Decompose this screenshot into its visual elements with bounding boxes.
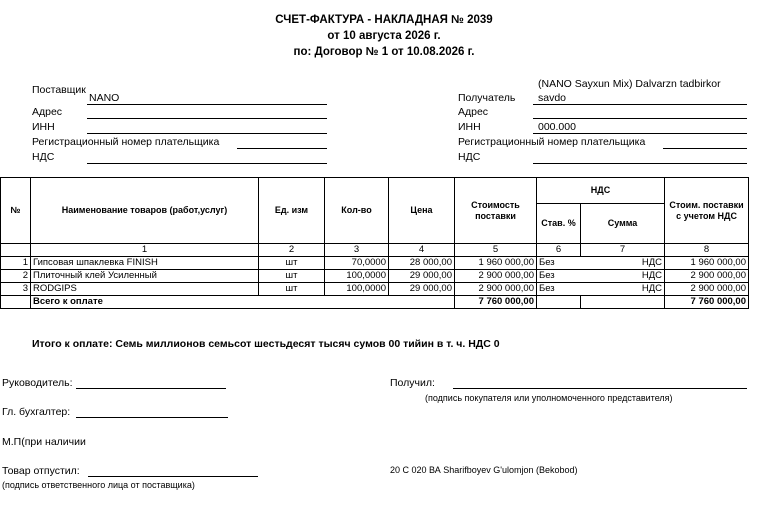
recipient-inn-line xyxy=(533,133,747,134)
col-number: 4 xyxy=(389,244,455,257)
header-nds: НДС xyxy=(537,178,665,204)
header-qty: Кол-во xyxy=(325,178,389,244)
total-empty-cell xyxy=(581,296,665,309)
driver-info: 20 С 020 ВА Sharifboyev G'ulomjon (Bekobod) xyxy=(390,465,578,475)
recipient-label: Получатель xyxy=(458,92,516,104)
recipient-inn-label: ИНН xyxy=(458,121,481,133)
accountant-label: Гл. бухгалтер: xyxy=(2,406,71,418)
col-number xyxy=(1,244,31,257)
row-price: 29 000,00 xyxy=(389,270,455,283)
accountant-signature-line xyxy=(76,417,228,418)
header-cost-with-nds: Стоим. поставки с учетом НДС xyxy=(665,178,749,244)
row-unit: шт xyxy=(259,270,325,283)
row-name: Гипсовая шпаклевка FINISH xyxy=(31,257,259,270)
recipient-inn-value: 000.000 xyxy=(538,121,576,133)
total-row xyxy=(1,296,749,309)
row-total: 2 900 000,00 xyxy=(665,270,749,283)
released-signature-line xyxy=(88,476,258,477)
table-row xyxy=(1,283,749,296)
row-cost: 2 900 000,00 xyxy=(455,270,537,283)
table-row xyxy=(1,257,749,270)
row-total: 1 960 000,00 xyxy=(665,257,749,270)
total-with-nds: 7 760 000,00 xyxy=(665,296,749,309)
received-label: Получил: xyxy=(390,377,435,389)
header-name: Наименование товаров (работ,услуг) xyxy=(31,178,259,244)
received-signature-line xyxy=(453,388,747,389)
total-cost: 7 760 000,00 xyxy=(455,296,537,309)
header-nds-rate: Став. % xyxy=(537,204,581,244)
header-nds-sum: Сумма xyxy=(581,204,665,244)
supplier-inn-line xyxy=(87,133,327,134)
header-cost: Стоимость поставки xyxy=(455,178,537,244)
stamp-label: М.П(при наличии xyxy=(2,436,86,448)
total-empty-cell xyxy=(1,296,31,309)
col-number: 6 xyxy=(537,244,581,257)
total-empty-cell xyxy=(537,296,581,309)
invoice-title: СЧЕТ-ФАКТУРА - НАКЛАДНАЯ № 2039 xyxy=(275,14,493,26)
recipient-nds-label: НДС xyxy=(458,151,481,163)
recipient-reg-label: Регистрационный номер плательщика xyxy=(458,136,646,148)
recipient-value-line1: (NANO Sayxun Mix) Dalvarzn tadbirkor xyxy=(538,78,721,90)
recipient-line xyxy=(533,104,747,105)
supplier-label: Поставщик xyxy=(32,84,86,96)
supplier-value: NANO xyxy=(89,92,120,104)
row-price: 28 000,00 xyxy=(389,257,455,270)
col-number: 5 xyxy=(455,244,537,257)
row-qty: 70,0000 xyxy=(325,257,389,270)
recipient-nds-line xyxy=(533,163,747,164)
recipient-value-line2: savdo xyxy=(538,92,567,104)
supplier-reg-label: Регистрационный номер плательщика xyxy=(32,136,220,148)
summary-text: Итого к оплате: Семь миллионов семьсот шестьдесят тысяч сумов 00 тийин в т. ч. НДС 0 xyxy=(32,338,500,350)
row-nds-sum: НДС xyxy=(581,257,665,270)
row-unit: шт xyxy=(259,257,325,270)
invoice-table xyxy=(0,177,749,309)
supplier-line xyxy=(87,104,327,105)
supplier-address-label: Адрес xyxy=(32,106,63,118)
col-number: 3 xyxy=(325,244,389,257)
director-signature-line xyxy=(76,388,226,389)
row-no: 3 xyxy=(1,283,31,296)
col-number: 8 xyxy=(665,244,749,257)
row-cost: 1 960 000,00 xyxy=(455,257,537,270)
director-label: Руководитель: xyxy=(2,377,73,389)
header-price: Цена xyxy=(389,178,455,244)
invoice-date: от 10 августа 2026 г. xyxy=(327,30,441,42)
row-nds-sum: НДС xyxy=(581,270,665,283)
col-number: 1 xyxy=(31,244,259,257)
row-name: RODGIPS xyxy=(31,283,259,296)
row-no: 2 xyxy=(1,270,31,283)
row-price: 29 000,00 xyxy=(389,283,455,296)
row-total: 2 900 000,00 xyxy=(665,283,749,296)
col-number: 2 xyxy=(259,244,325,257)
col-number: 7 xyxy=(581,244,665,257)
row-nds-rate: Без xyxy=(537,257,581,270)
row-unit: шт xyxy=(259,283,325,296)
table-row xyxy=(1,270,749,283)
released-note: (подпись ответственного лица от поставщика) xyxy=(2,480,195,490)
row-cost: 2 900 000,00 xyxy=(455,283,537,296)
header-no: № xyxy=(1,178,31,244)
recipient-reg-line xyxy=(663,148,747,149)
invoice-contract: по: Договор № 1 от 10.08.2026 г. xyxy=(293,46,475,58)
recipient-address-line xyxy=(533,118,747,119)
row-nds-rate: Без xyxy=(537,270,581,283)
row-qty: 100,0000 xyxy=(325,270,389,283)
row-nds-sum: НДС xyxy=(581,283,665,296)
row-nds-rate: Без xyxy=(537,283,581,296)
supplier-nds-label: НДС xyxy=(32,151,55,163)
released-label: Товар отпустил: xyxy=(2,465,80,477)
received-note: (подпись покупателя или уполномоченного представителя) xyxy=(425,393,673,403)
supplier-nds-line xyxy=(87,163,327,164)
recipient-address-label: Адрес xyxy=(458,106,489,118)
supplier-address-line xyxy=(87,118,327,119)
supplier-inn-label: ИНН xyxy=(32,121,55,133)
total-label: Всего к оплате xyxy=(31,296,455,309)
row-no: 1 xyxy=(1,257,31,270)
supplier-reg-line xyxy=(237,148,327,149)
row-qty: 100,0000 xyxy=(325,283,389,296)
header-unit: Ед. изм xyxy=(259,178,325,244)
row-name: Плиточный клей Усиленный xyxy=(31,270,259,283)
